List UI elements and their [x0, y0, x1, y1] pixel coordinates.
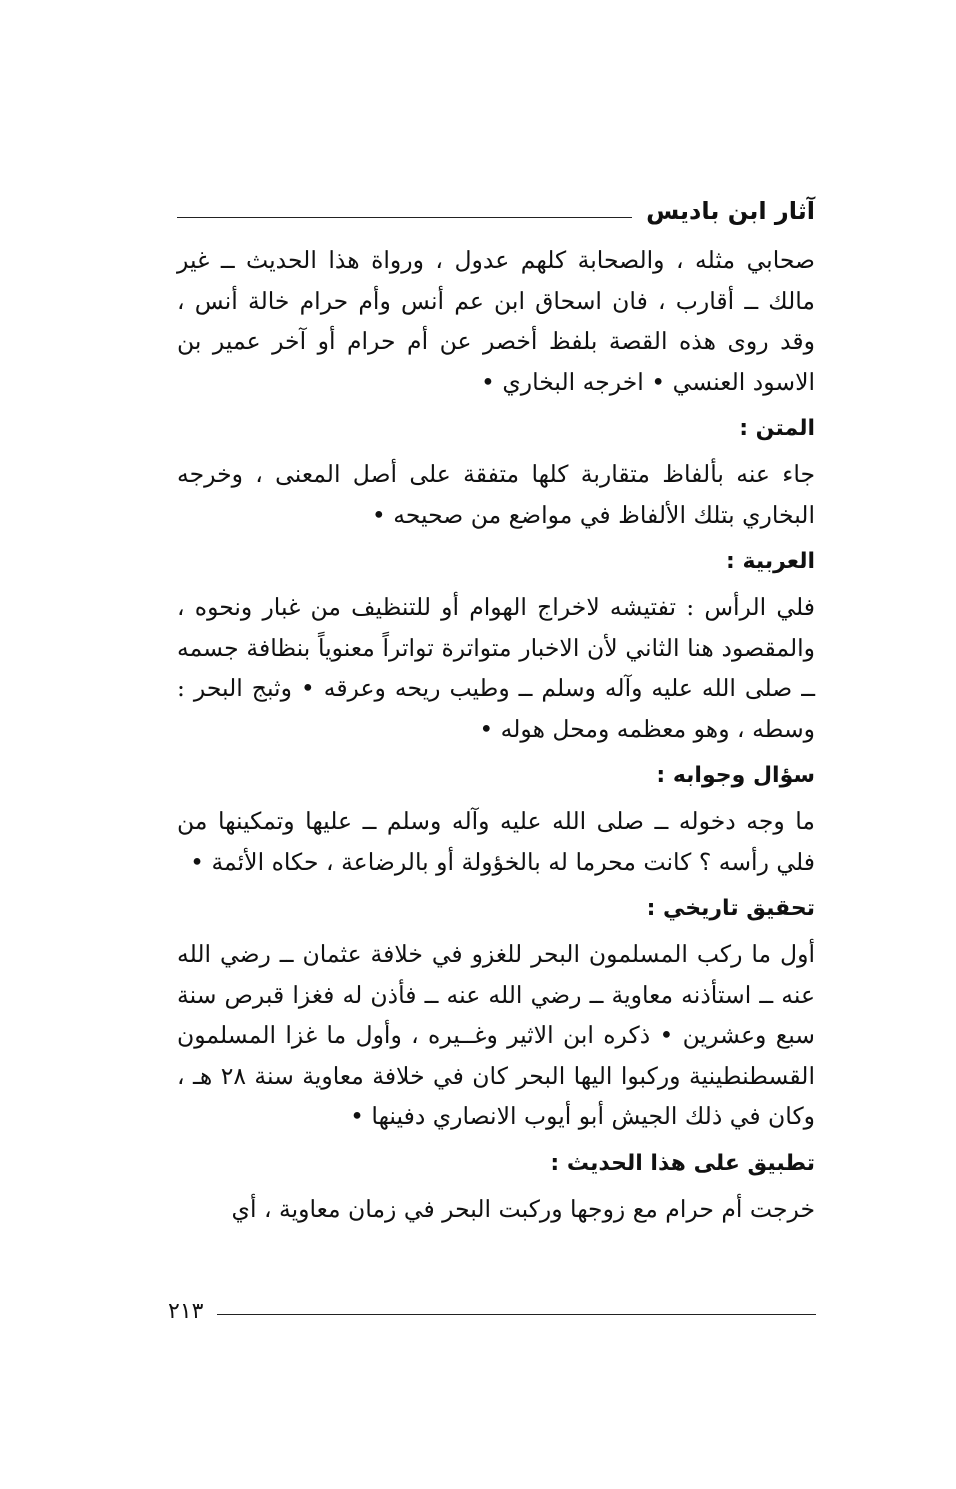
header-rule [177, 217, 632, 218]
matn-paragraph: جاء عنه بألفاظ متقاربة كلها متفقة على أصل المعنى ، وخرجه البخاري بتلك الألفاظ في مواضع من صحيحه • [177, 460, 815, 529]
application-paragraph: خرجت أم حرام مع زوجها وركبت البحر في زمان معاوية ، أي [231, 1194, 815, 1223]
history-paragraph: أول ما ركب المسلمون البحر للغزو في خلافة عثمان ــ رضي الله عنه ــ استأذنه معاوية ــ رضي الله عنه ــ فأذن له فغزا قبرص سنة سبع وعشرين • ذكره ابن الاثير وغــيره ، وأول ما غزا المسلمون القسطنطينية وركبوا اليها البحر كان في خلافة معاوية سنة ٢٨ هـ ، وكان في ذلك الجيش أبو أيوب الانصاري دفينها • [177, 940, 815, 1130]
book-title: آثار ابن باديس [646, 197, 815, 225]
intro-paragraph: صحابي مثله ، والصحابة كلهم عدول ، ورواة هذا الحديث ــ غير مالك ــ أقارب ، فان اسحاق ابن عم أنس وأم حرام خالة أنس ، وقد روى هذه القصة بلفظ أخصر عن أم حرام أو آخر عمير بن الاسود العنسي • اخرجه البخاري • [177, 246, 815, 396]
footer-rule [217, 1314, 816, 1315]
question-heading: سؤال وجوابه : [656, 763, 815, 788]
question-paragraph: ما وجه دخوله ــ صلى الله عليه وآله وسلم ــ عليها وتمكينها من فلي رأسه ؟ كانت محرما له بالخؤولة أو بالرضاعة ، حكاه الأئمة • [177, 807, 815, 876]
matn-heading: المتن : [739, 416, 815, 441]
application-heading: تطبيق على هذا الحديث : [550, 1150, 815, 1176]
page-footer [168, 1296, 816, 1326]
page-body [177, 240, 815, 1229]
page-number: ٢١٣ [168, 1298, 204, 1324]
running-header [177, 186, 815, 226]
arabiya-heading: العربية : [726, 549, 815, 574]
arabiya-paragraph: فلي الرأس : تفتيشه لاخراج الهوام أو للتنظيف من غبار ونحوه ، والمقصود هنا الثاني لأن الاخبار متواترة تواتراً معنوياً بنظافة جسمه ــ صلى الله عليه وآله وسلم ــ وطيب ريحه وعرقه • وثبج البحر : وسطه ، وهو معظمه ومحل هوله • [177, 593, 815, 743]
history-heading: تحقيق تاريخي : [646, 896, 815, 921]
